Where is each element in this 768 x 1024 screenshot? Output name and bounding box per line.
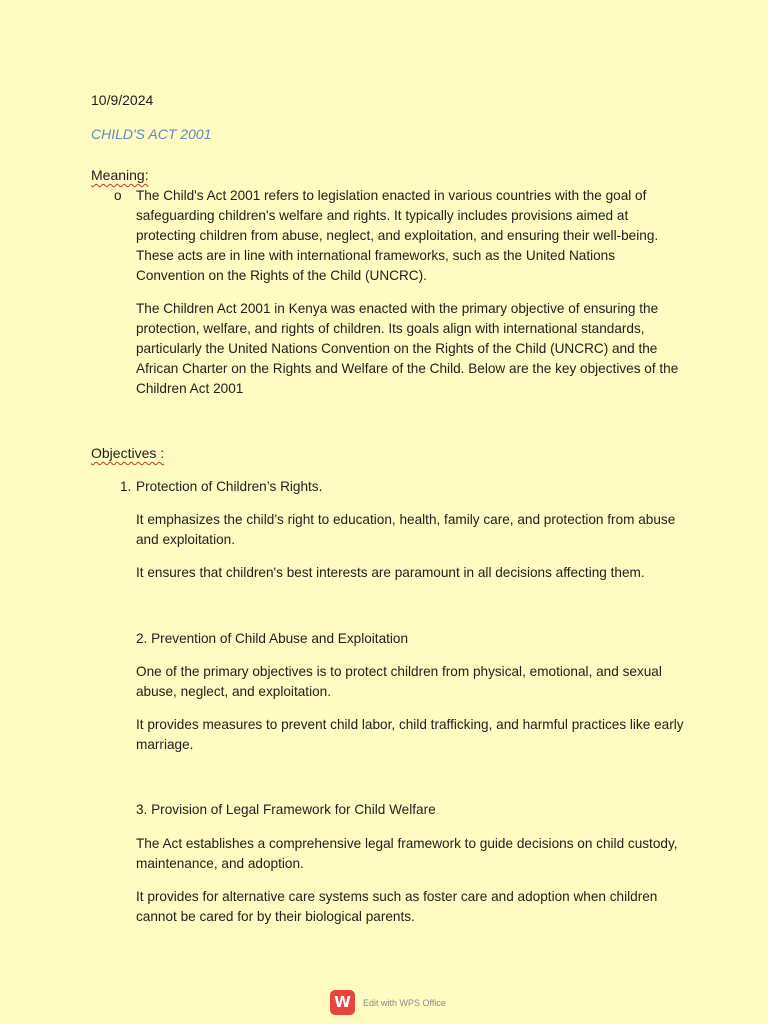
meaning-paragraph-2: The Children Act 2001 in Kenya was enacted with the primary objective of ensuring the protection, welfare, and rights of children. Its goals align with international standards, particularly the United Nations Convention on the Rights of the Child (UNCRC) and the African Charter on the Rights and Welfare of the Child. Below are the key objectives of the Children Act 2001 bbox=[136, 301, 679, 396]
document-title: CHILD'S ACT 2001 bbox=[91, 126, 212, 142]
objective-1-paragraph-2: It ensures that children's best interests are paramount in all decisions affecting them. bbox=[136, 565, 645, 580]
objective-1-paragraph-1: It emphasizes the child’s right to education, health, family care, and protection from abuse and exploitation. bbox=[136, 512, 676, 547]
objective-2-title: 2. Prevention of Child Abuse and Exploitation bbox=[136, 631, 409, 646]
bullet-marker: o bbox=[114, 188, 122, 203]
document-date: 10/9/2024 bbox=[91, 92, 154, 108]
meaning-paragraph-1: The Child's Act 2001 refers to legislation enacted in various countries with the goal of safeguarding children's welfare and rights. It typically includes provisions aimed at protecting children from abuse, neglect, and exploitation, and ensuring their well-being. These acts are in line with international frameworks, such as the United Nations Convention on the Rights of the Child (UNCRC). bbox=[136, 188, 659, 283]
objective-3-paragraph-1: The Act establishes a comprehensive legal framework to guide decisions on child custody, maintenance, and adoption. bbox=[136, 836, 678, 871]
wps-edit-link[interactable] bbox=[330, 990, 446, 1015]
objective-1-title: Protection of Children’s Rights. bbox=[136, 479, 323, 494]
wps-edit-label: Edit with WPS Office bbox=[363, 997, 446, 1008]
wps-logo-icon: W bbox=[330, 990, 355, 1015]
objectives-heading: Objectives : bbox=[91, 445, 165, 461]
objective-2-paragraph-2: It provides measures to prevent child labor, child trafficking, and harmful practices like early marriage. bbox=[136, 717, 684, 752]
meaning-heading: Meaning: bbox=[91, 167, 149, 183]
objective-3-paragraph-2: It provides for alternative care systems such as foster care and adoption when children cannot be cared for by their biological parents. bbox=[136, 889, 658, 924]
list-number-1: 1. bbox=[120, 479, 132, 494]
objective-3-title: 3. Provision of Legal Framework for Child Welfare bbox=[136, 802, 436, 817]
objective-2-paragraph-1: One of the primary objectives is to protect children from physical, emotional, and sexual abuse, neglect, and exploitation. bbox=[136, 664, 662, 699]
